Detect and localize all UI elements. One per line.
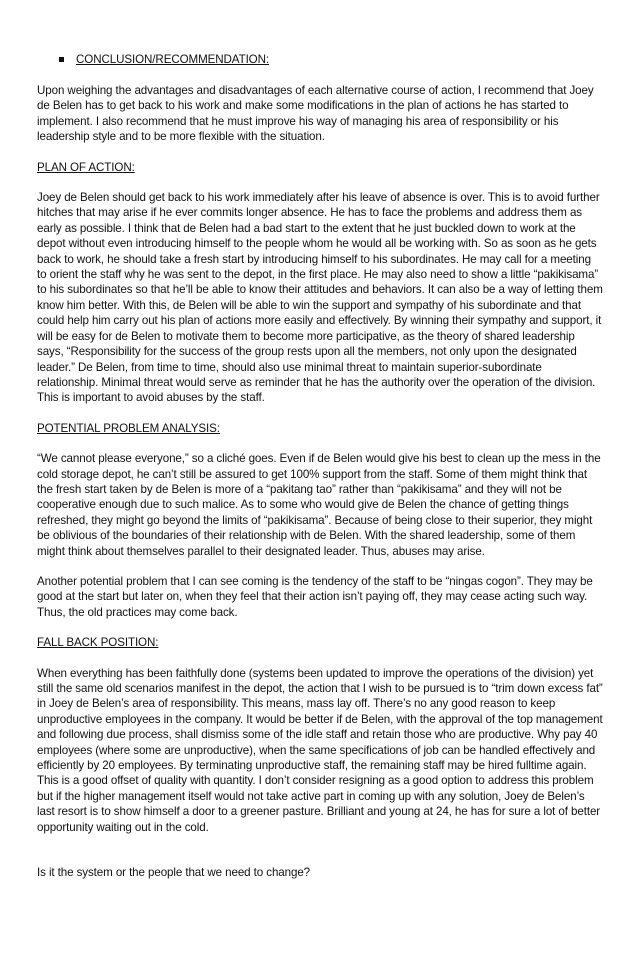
square-bullet-icon [59, 57, 64, 62]
conclusion-heading-row [37, 52, 603, 68]
fallback-paragraph: When everything has been faithfully done (systems been updated to improve the operations of the division) yet still the same old scenarios manifest in the depot, the action that I wish to be pursued is to “trim down excess fat” in Joey de Belen’s area of responsibility. This means, mass lay off. There’s no any good reason to keep unproductive employees in the company. It would be better if de Belen, with the approval of the top management and following due process, shall dismiss some of the idle staff and retain those who are productive. Why pay 40 employees (where some are unproductive), when the same specifications of job can be handled effectively and efficiently by 20 employees. By terminating unproductive staff, the remaining staff may be hired fulltime again. This is a good offset of quality with quantity. I don’t consider resigning as a good option to address this problem but if the higher management itself would not take active part in coming up with any solution, Joey de Belen’s last resort is to show himself a door to a greener pasture. Brilliant and young at 24, he has for sure a lot of better opportunity waiting out in the cold. [37, 666, 603, 834]
document-page [37, 52, 603, 880]
conclusion-heading: CONCLUSION/RECOMMENDATION: [76, 53, 269, 66]
potential-paragraph-1: “We cannot please everyone,” so a cliché goes. Even if de Belen would give his best to clean up the mess in the cold storage depot, he can’t still be assured to get 100% support from the staff. Some of them might think that the fresh start taken by de Belen is more of a “pakitang tao” rather than “pakikisama” and they will not be cooperative enough due to such malice. As to some who would give de Belen the chance of getting things refreshed, they might go beyond the limits of “pakikisama”. Because of being close to their superior, they might be oblivious of the boundaries of their relationship with de Belen. With the shared leadership, some of them might think about themselves parallel to their designated leader. Thus, abuses may arise. [37, 452, 601, 558]
plan-paragraph: Joey de Belen should get back to his work immediately after his leave of absence is over. This is to avoid further hitches that may arise if he ever commits longer absence. He has to face the problems and address them as early as possible. I think that de Belen had a bad start to the extent that he just buckled down to work at the depot without even introducing himself to the people whom he would all be working with. So as soon as he gets back to work, he should take a fresh start by introducing himself to his subordinates. He may call for a meeting to orient the staff why he was sent to the depot, in the first place. He may also need to show a little “pakikisama” to his subordinates so that he’ll be able to know their attitudes and behaviors. It can also be a way of letting them know him better. With this, de Belen will be able to win the support and sympathy of his subordinate and that could help him carry out his plan of actions more easily and effectively. By winning their sympathy and support, it will be easy for de Belen to motivate them to become more participative, as the theory of shared leadership says, “Responsibility for the success of the group rests upon all the members, not only upon the designated leader.” De Belen, from time to time, should also use minimal threat to maintain superior-subordinate relationship. Minimal threat would serve as reminder that he has the authority over the operation of the division. This is important to avoid abuses by the staff. [37, 191, 603, 405]
plan-heading: PLAN OF ACTION: [37, 160, 135, 174]
potential-heading: POTENTIAL PROBLEM ANALYSIS: [37, 421, 220, 435]
conclusion-paragraph: Upon weighing the advantages and disadvantages of each alternative course of action, I recommend that Joey de Belen has to get back to his work and make some modifications in the plan of actions he has started to implement. I also recommend that he must improve his way of managing his area of responsibility or his leadership style and to be more flexible with the situation. [37, 84, 594, 144]
fallback-heading: FALL BACK POSITION: [37, 636, 159, 650]
closing-question: Is it the system or the people that we need to change? [37, 866, 311, 880]
potential-paragraph-2: Another potential problem that I can see coming is the tendency of the staff to be “ningas cogon”. They may be good at the start but later on, when they feel that their action isn’t paying off, they may cease acting such way. Thus, the old practices may come back. [37, 574, 593, 619]
